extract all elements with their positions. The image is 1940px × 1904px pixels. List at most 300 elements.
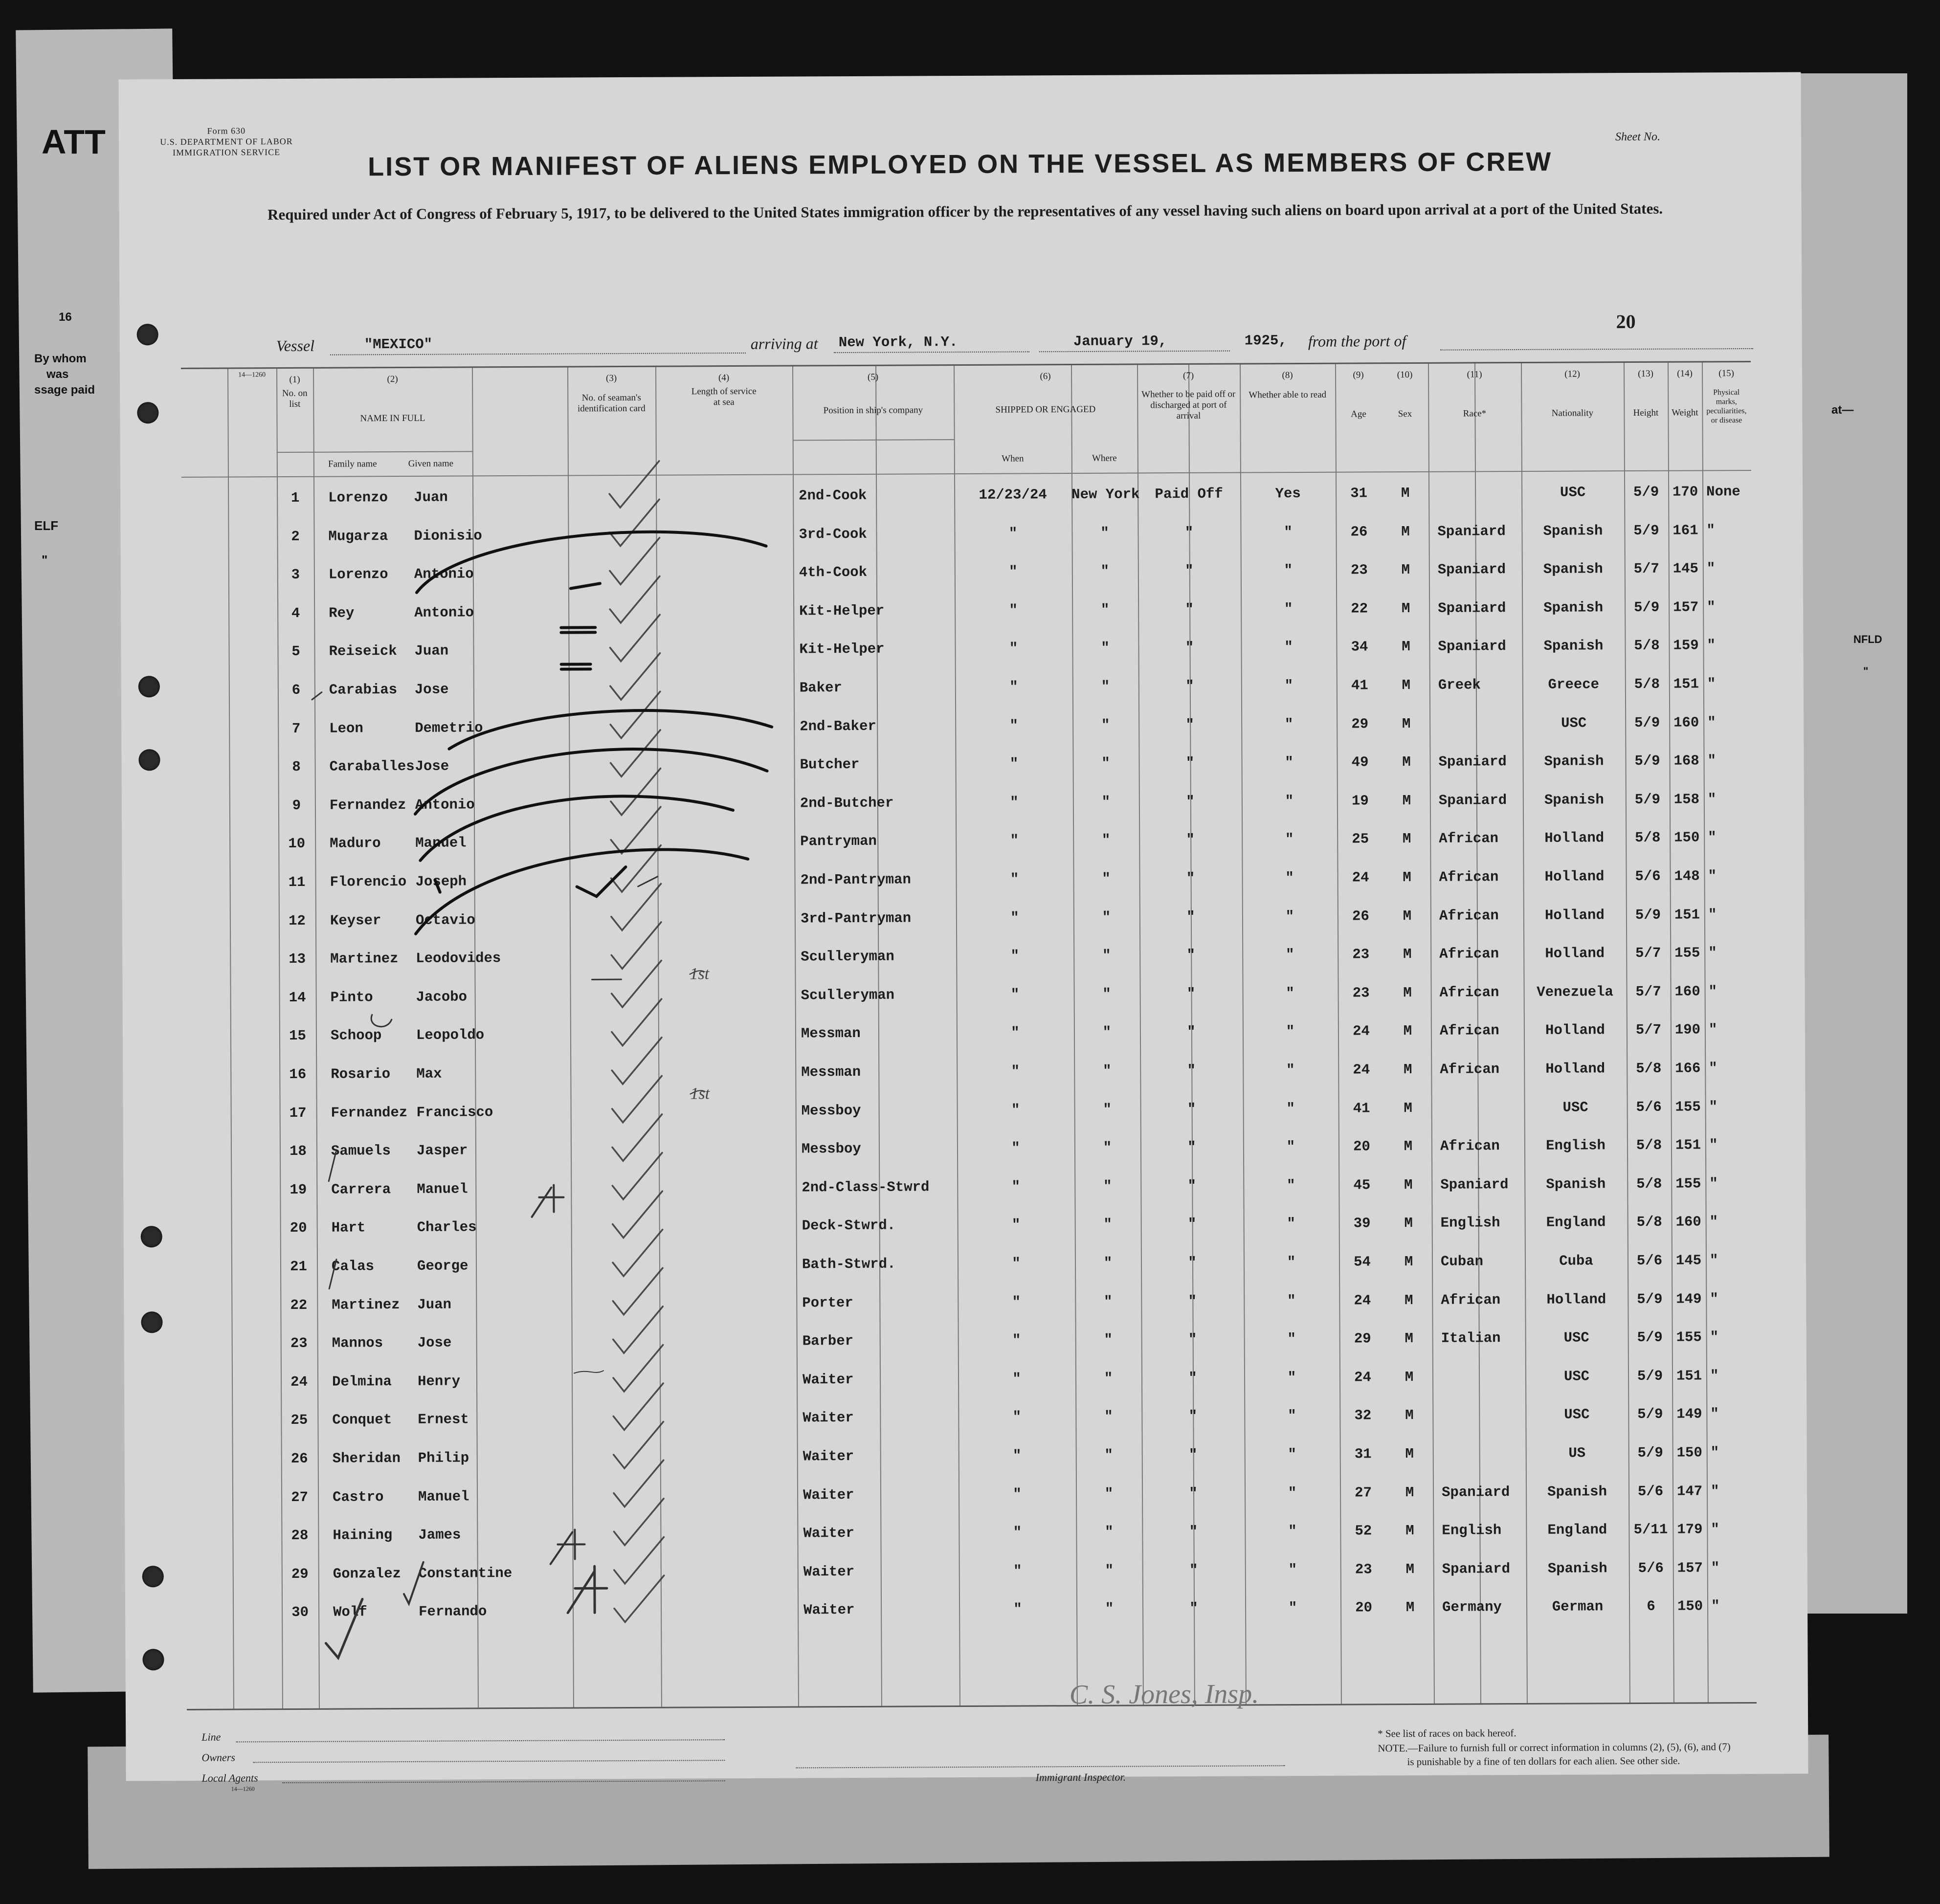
cell-no: 23 [290,1335,308,1352]
cell-given: Juan [414,642,449,660]
cell-weight: 147 [1676,1483,1703,1500]
cell-weight: 161 [1672,522,1698,539]
cell-where: " [1102,947,1111,964]
cell-when: " [1011,1140,1020,1156]
cell-where: " [1100,601,1110,618]
cell-nationality: USC [1560,484,1586,501]
table-row [182,624,1752,669]
cell-nationality: Spanish [1543,522,1603,539]
cell-height: 5/6 [1638,1560,1664,1576]
cell-age: 24 [1354,1369,1372,1386]
cell-position: Sculleryman [801,948,894,965]
cell-position: Butcher [800,756,860,773]
cell-given: Fernando [419,1603,487,1620]
cell-weight: 159 [1673,637,1699,654]
cell-position: Messman [801,1063,861,1081]
cell-read: " [1286,985,1294,1001]
cell-when: " [1009,563,1018,580]
cell-position: Messman [801,1025,861,1042]
cell-where: " [1101,717,1110,733]
col-11-number: (11) [1467,369,1482,380]
cell-given: Philip [418,1450,469,1466]
table-row [185,1316,1755,1361]
col-11-header: Race* [1463,408,1487,419]
cell-nationality: USC [1564,1406,1590,1423]
cell-read: " [1285,870,1294,886]
vessel-name: "MEXICO" [364,336,433,353]
cell-read: " [1285,793,1294,809]
cell-marks: " [1710,1368,1719,1384]
cell-weight: 155 [1674,945,1700,961]
cell-position: Waiter [803,1486,854,1504]
cell-family: Fernandez [331,1104,408,1121]
cell-age: 34 [1351,639,1368,655]
cell-paid: " [1188,1293,1197,1309]
cell-where: " [1103,1217,1112,1233]
cell-family: Haining [333,1527,393,1544]
cell-when: " [1010,832,1019,849]
cell-where: " [1101,640,1110,657]
cell-where: " [1101,832,1111,849]
cell-given: Antonio [414,566,474,583]
underlying-left-by-whom: By whom [34,352,87,365]
cell-where: " [1104,1409,1113,1425]
cell-weight: 166 [1675,1060,1701,1077]
cell-when: " [1010,909,1019,926]
cell-family: Martinez [330,951,399,967]
cell-no: 2 [291,528,300,545]
cell-family: Mannos [332,1335,383,1351]
cell-given: Henry [417,1373,461,1390]
cell-position: Waiter [803,1410,854,1426]
cell-race: Greek [1438,677,1481,693]
cell-paid: " [1185,601,1194,618]
cell-given: Octavio [415,911,475,929]
cell-when: " [1013,1563,1022,1579]
cell-sex: M [1404,1100,1412,1116]
cell-weight: 160 [1674,983,1700,1000]
cell-no: 6 [291,682,301,698]
cell-race: Italian [1441,1330,1501,1347]
cell-height: 5/9 [1637,1291,1663,1307]
cell-when: " [1010,794,1019,811]
cell-age: 39 [1353,1215,1371,1232]
cell-age: 24 [1352,869,1369,886]
cell-weight: 190 [1674,1021,1701,1039]
cell-nationality: German [1552,1598,1604,1616]
footnote-note-line-1: NOTE.—Failure to furnish full or correct information in columns (2), (5), (6), and (7) [1378,1741,1731,1754]
cell-read: " [1286,1139,1295,1155]
cell-weight: 179 [1677,1521,1703,1538]
cell-family: Sheridan [332,1450,401,1467]
table-row [186,1470,1756,1515]
cell-where: " [1104,1485,1114,1502]
cell-age: 29 [1351,715,1369,732]
cell-nationality: Greece [1548,676,1600,693]
cell-nationality: Holland [1545,945,1605,962]
cell-read: " [1286,1062,1295,1079]
cell-sex: M [1403,1023,1412,1040]
cell-marks: " [1708,868,1717,885]
cell-paid: " [1185,563,1194,579]
cell-weight: 150 [1677,1598,1703,1615]
cell-height: 5/6 [1636,1099,1662,1115]
cell-height: 5/6 [1637,1483,1664,1500]
cell-age: 26 [1350,523,1368,540]
arrival-year: 1925, [1244,332,1287,349]
cell-weight: 150 [1674,829,1700,846]
cell-family: Carrera [331,1181,391,1198]
cell-nationality: Spanish [1544,753,1604,770]
manifest-title: LIST OR MANIFEST OF ALIENS EMPLOYED ON THE VESSEL AS MEMBERS OF CREW [368,147,1553,182]
cell-position: 3rd-Pantryman [800,910,912,927]
cell-age: 23 [1352,946,1370,963]
cell-weight: 157 [1677,1560,1703,1576]
col-5-header: Position in ship's company [823,405,923,416]
cell-marks: " [1708,829,1717,846]
cell-race: Spaniard [1441,1483,1510,1501]
cell-marks: " [1711,1598,1720,1615]
cell-position: Waiter [803,1602,855,1618]
col-1-number: (1) [289,374,300,385]
cell-given: Jasper [416,1142,468,1159]
cell-height: 5/9 [1633,599,1660,616]
cell-where: " [1104,1447,1113,1463]
cell-sex: M [1401,562,1410,578]
cell-when: " [1009,640,1018,657]
cell-where: " [1101,678,1110,695]
cell-sex: M [1403,869,1411,886]
cell-when: " [1011,1024,1020,1041]
cell-marks: " [1707,637,1716,654]
cell-sex: M [1402,754,1411,771]
col-12-number: (12) [1564,369,1580,379]
col-7-number: (7) [1182,370,1194,381]
cell-race: English [1440,1215,1500,1232]
cell-race: African [1439,830,1499,847]
crew-manifest-table [181,361,1757,1710]
cell-paid: " [1185,755,1195,772]
binder-hole [141,1311,162,1333]
cell-sex: M [1405,1523,1414,1539]
cell-no: 18 [290,1143,307,1160]
cell-read: " [1288,1446,1296,1463]
cell-weight: 145 [1675,1252,1702,1269]
cell-position: 2nd-Cook [799,487,867,504]
cell-given: Leopoldo [416,1027,485,1044]
col-4-header: Length of service at sea [691,386,757,408]
cell-read: " [1285,754,1293,771]
cell-given: Manuel [417,1181,468,1197]
cell-paid: " [1187,1062,1196,1079]
table-row [183,855,1753,900]
cell-sex: M [1401,485,1410,502]
cell-height: 5/9 [1635,907,1661,923]
cell-nationality: Holland [1546,1291,1606,1308]
cell-no: 4 [291,605,300,621]
cell-sex: M [1404,1061,1412,1078]
cell-given: Ernest [418,1411,469,1428]
cell-nationality: USC [1563,1368,1590,1385]
col-3-number: (3) [605,373,617,384]
table-row [181,509,1751,554]
binder-hole [138,676,160,697]
cell-marks: " [1709,1137,1718,1153]
cell-sex: M [1404,1138,1413,1155]
underlying-left-passage: ssage paid [34,383,95,397]
cell-position: 2nd-Baker [800,718,876,735]
cell-read: " [1288,1408,1296,1424]
cell-sex: M [1401,600,1410,617]
cell-no: 29 [291,1566,309,1582]
table-row [181,471,1751,516]
cell-nationality: English [1545,1137,1606,1154]
cell-no: 13 [289,951,306,968]
cell-nationality: USC [1563,1329,1589,1346]
cell-nationality: Spanish [1546,1176,1606,1193]
cell-weight: 151 [1675,1137,1701,1153]
cell-marks: " [1707,714,1716,731]
cell-position: Messboy [801,1102,861,1119]
cell-race: African [1440,1061,1500,1078]
col-2-header: NAME IN FULL [360,413,425,424]
cell-read: " [1286,1100,1295,1117]
cell-read: " [1284,600,1293,617]
binder-hole [137,402,158,423]
cell-no: 10 [288,836,306,852]
cell-nationality: Holland [1544,830,1605,847]
cell-weight: 145 [1672,560,1699,577]
cell-no: 5 [291,643,300,660]
cell-where: New York [1071,486,1140,503]
cell-sex: M [1402,715,1411,732]
cell-paid: " [1188,1408,1198,1425]
cell-age: 23 [1350,562,1368,578]
cell-sex: M [1404,1215,1413,1232]
cell-sex: M [1401,523,1410,540]
cell-where: " [1103,1255,1113,1271]
cell-where: " [1103,1101,1112,1118]
cell-nationality: England [1546,1214,1606,1231]
cell-read: Yes [1275,485,1301,502]
col-5-number: (5) [867,372,879,382]
cell-age: 23 [1352,985,1370,1001]
cell-paid: " [1187,1216,1197,1233]
cell-paid: " [1188,1331,1197,1348]
cell-nationality: Venezuela [1537,983,1613,1000]
cell-position: Deck-Stwrd. [802,1218,896,1234]
table-row [184,1086,1754,1131]
cell-no: 21 [290,1258,307,1275]
cell-position: 4th-Cook [799,564,868,581]
cell-sex: M [1404,1253,1413,1270]
cell-no: 19 [290,1181,307,1198]
cell-no: 12 [288,912,306,929]
cell-family: Mugarza [328,528,388,545]
cell-given: Constantine [418,1565,513,1582]
table-row [186,1432,1756,1477]
cell-height: 5/8 [1636,1214,1662,1231]
cell-read: " [1285,947,1294,963]
cell-family: Lorenzo [328,489,388,506]
cell-when: " [1013,1524,1022,1541]
col-13-number: (13) [1638,368,1653,379]
cell-when: " [1010,871,1019,887]
cell-weight: 168 [1673,753,1699,769]
cell-given: Francisco [416,1104,493,1121]
cell-position: Barber [802,1333,854,1350]
cell-marks: " [1707,791,1717,808]
cell-when: " [1012,1332,1021,1349]
cell-sex: M [1405,1369,1414,1385]
col-8-header: Whether able to read [1249,389,1327,400]
cell-marks: " [1706,560,1716,577]
table-row [184,1163,1754,1208]
table-row [182,702,1752,747]
col-15-header: Physical marks, peculiarities, or disease [1706,388,1747,425]
vessel-label: Vessel [276,336,315,355]
cell-nationality: Spanish [1543,599,1604,616]
cell-marks: " [1706,522,1715,538]
cell-no: 28 [291,1528,309,1544]
col-15-number: (15) [1718,368,1734,379]
cell-family: Reiseick [329,643,397,660]
cell-marks: " [1708,945,1717,961]
cell-no: 15 [289,1028,306,1044]
cell-race: Spaniard [1437,561,1506,578]
sheet-number-label: Sheet No. [1615,130,1661,144]
cell-race: African [1439,907,1499,924]
cell-height: 5/8 [1634,638,1660,654]
cell-sex: M [1404,1176,1413,1193]
cell-read: " [1286,1023,1295,1040]
table-row [184,1124,1754,1169]
page-number: 20 [1616,310,1636,333]
cell-family: Fernandez [329,797,406,814]
form-department: U.S. DEPARTMENT OF LABOR [160,136,293,147]
table-row [183,932,1753,977]
cell-marks: " [1707,753,1717,769]
cell-sex: M [1403,908,1412,924]
cell-paid: " [1187,1101,1196,1117]
cell-no: 3 [291,567,300,583]
cell-height: 5/9 [1637,1368,1663,1384]
cell-no: 27 [291,1489,309,1505]
arrival-port: New York, N.Y. [838,334,958,351]
col-14-number: (14) [1677,368,1693,379]
cell-weight: 151 [1676,1368,1702,1384]
cell-paid: " [1188,1370,1197,1386]
cell-given: Dionisio [414,527,482,544]
cell-read: " [1288,1523,1297,1540]
cell-position: Kit-Helper [799,602,885,620]
header-form-code: 14—1260 [238,371,266,379]
cell-family: Pinto [330,989,373,1006]
cell-read: " [1287,1216,1295,1232]
cell-when: " [1010,948,1020,964]
cell-weight: 158 [1673,791,1700,808]
cell-sex: M [1402,639,1410,655]
table-row [184,1201,1754,1246]
cell-height: 5/9 [1634,714,1660,731]
cell-read: " [1285,831,1294,848]
cell-when: " [1012,1447,1022,1464]
cell-age: 25 [1352,831,1369,847]
cell-height: 5/8 [1636,1137,1662,1154]
cell-family: Martinez [332,1296,400,1313]
cell-paid: " [1184,524,1194,541]
cell-age: 23 [1355,1561,1372,1578]
cell-sex: M [1405,1292,1413,1308]
cell-sex: M [1402,831,1411,847]
cell-read: " [1285,908,1294,925]
col-2-given-header: Given name [408,458,454,469]
arriving-label: arriving at [750,334,818,353]
cell-family: Calas [331,1258,375,1275]
cell-height: 5/9 [1633,522,1659,539]
col-6-header: SHIPPED OR ENGAGED [995,404,1096,415]
cell-age: 29 [1354,1330,1371,1347]
cell-when: " [1011,1063,1020,1080]
cell-when: " [1011,1178,1021,1195]
cell-nationality: Spanish [1547,1560,1607,1577]
cell-family: Schoop [330,1027,382,1044]
cell-nationality: Cuba [1559,1253,1593,1269]
cell-position: 2nd-Class-Stwrd [802,1179,930,1196]
cell-paid: " [1189,1524,1198,1540]
cell-paid: " [1189,1562,1198,1578]
cell-given: Charles [417,1219,477,1236]
cell-given: Jacobo [416,989,468,1005]
col-6-when-header: When [1002,453,1024,464]
cell-age: 19 [1351,793,1369,809]
cell-family: Castro [333,1488,384,1505]
table-row [184,1047,1754,1092]
cell-family: Gonzalez [333,1565,401,1582]
cell-sex: M [1403,984,1412,1001]
cell-read: " [1284,562,1293,579]
cell-age: 24 [1353,1062,1370,1078]
cell-nationality: Spanish [1543,638,1604,655]
cell-race: Cuban [1440,1253,1484,1270]
binder-hole [137,324,158,345]
cell-where: " [1104,1370,1113,1387]
cell-read: " [1287,1177,1295,1194]
footnote-races: * See list of races on back hereof. [1378,1727,1516,1740]
cell-no: 17 [289,1105,307,1121]
underlying-right-nfld: NFLD [1853,633,1882,645]
cell-height: 5/8 [1635,830,1661,846]
table-row [186,1585,1756,1630]
table-row [182,740,1752,785]
cell-position: Pantryman [800,833,877,850]
cell-height: 5/9 [1637,1444,1663,1461]
cell-position: Messboy [801,1141,861,1157]
cell-height: 5/7 [1635,983,1661,1000]
cell-marks: " [1710,1483,1719,1499]
cell-height: 5/8 [1636,1175,1662,1192]
cell-when: " [1013,1486,1022,1503]
cell-when: " [1012,1371,1021,1387]
cell-age: 54 [1354,1254,1371,1270]
cell-no: 22 [290,1297,308,1313]
cell-position: Waiter [803,1525,854,1542]
cell-position: Kit-Helper [799,641,885,658]
cell-sex: M [1405,1330,1413,1347]
cell-race: Spaniard [1438,599,1506,617]
cell-family: Maduro [330,835,381,852]
cell-where: " [1102,1024,1112,1041]
